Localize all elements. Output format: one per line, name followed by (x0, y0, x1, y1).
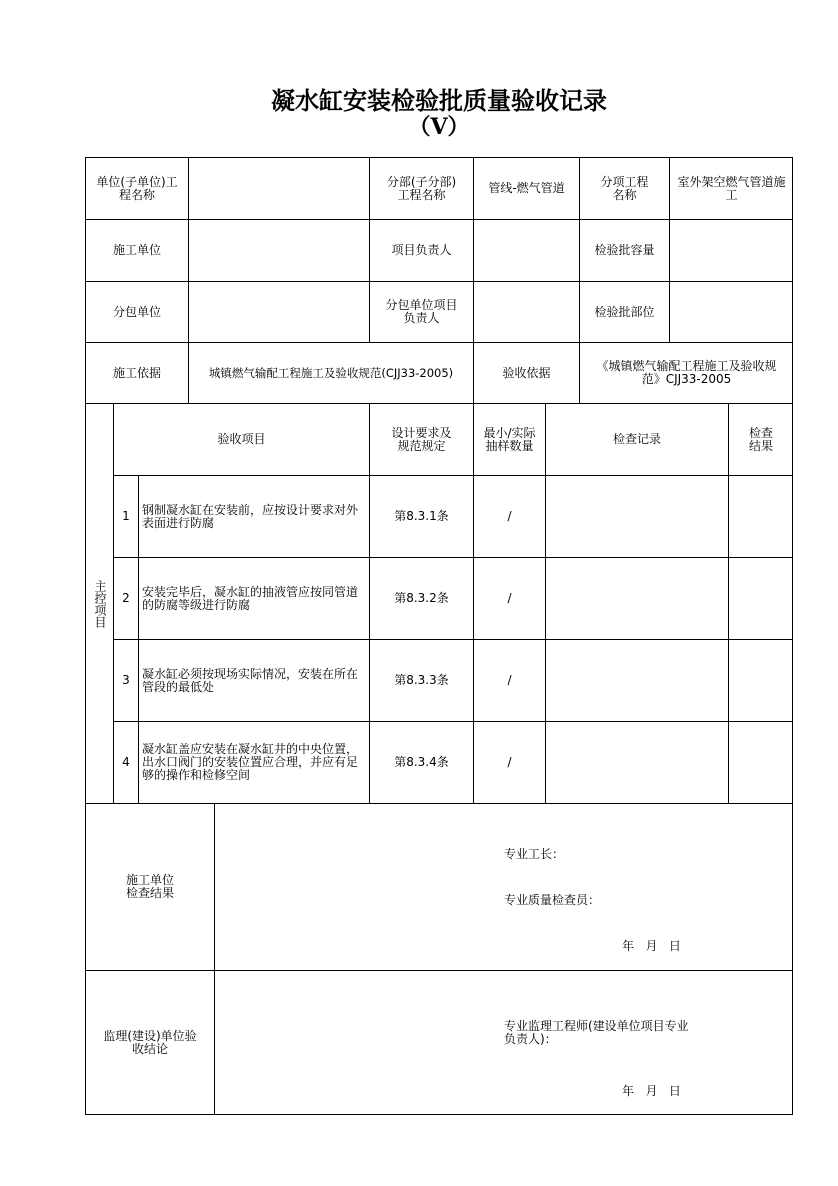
row-1-sample: / (473, 475, 545, 557)
table-frame-right (792, 157, 793, 1115)
unit-label: 单位(子单位)工程名称 (85, 157, 188, 219)
subcontractor-value (188, 281, 369, 342)
row-2-clause: 第8.3.2条 (369, 557, 473, 639)
row-2-sample: / (473, 557, 545, 639)
subcontractor-label: 分包单位 (85, 281, 188, 342)
batch-part-value (669, 281, 793, 342)
row-1-result (728, 475, 793, 557)
page-title: 凝水缸安装检验批质量验收记录 (271, 86, 607, 115)
row-3-record (545, 639, 728, 721)
col-item-header: 验收项目 (113, 403, 369, 475)
construction-check-label: 施工单位检查结果 (85, 803, 214, 970)
row-1-record (545, 475, 728, 557)
row-3-item: 凝水缸必须按现场实际情况，安装在所在管段的最低处 (138, 639, 369, 721)
construction-check-area (214, 803, 793, 970)
sub-item-value: 室外架空燃气管道施工 (669, 157, 793, 219)
col-design-header: 设计要求及规范规定 (369, 403, 473, 475)
row-3-clause: 第8.3.3条 (369, 639, 473, 721)
col-record-header: 检查记录 (545, 403, 728, 475)
row-1-clause: 第8.3.1条 (369, 475, 473, 557)
row-4-item: 凝水缸盖应安装在凝水缸井的中央位置，出水口阀门的安装位置应合理，并应有足够的操作和检修空间 (138, 721, 369, 803)
batch-capacity-value (669, 219, 793, 281)
row-4-record (545, 721, 728, 803)
col-sample-header: 最小/实际抽样数量 (473, 403, 545, 475)
subcontractor-pm-value (473, 281, 579, 342)
batch-capacity-label: 检验批容量 (579, 219, 669, 281)
main-control-section (85, 403, 113, 803)
row-1-number: 1 (113, 475, 138, 557)
row-2-number: 2 (113, 557, 138, 639)
row-2-item: 安装完毕后，凝水缸的抽液管应按同管道的防腐等级进行防腐 (138, 557, 369, 639)
construction-basis-value: 城镇燃气输配工程施工及验收规范(CJJ33-2005) (188, 342, 473, 403)
project-manager-value (473, 219, 579, 281)
row-2-result (728, 557, 793, 639)
row-1-item: 钢制凝水缸在安装前，应按设计要求对外表面进行防腐 (138, 475, 369, 557)
sub-item-label: 分项工程名称 (579, 157, 669, 219)
subcontractor-pm-label: 分包单位项目负责人 (369, 281, 473, 342)
main-control-label: 主控项目 (93, 579, 107, 628)
row-3-number: 3 (113, 639, 138, 721)
subdivision-label: 分部(子分部)工程名称 (369, 157, 473, 219)
unit-value (188, 157, 369, 219)
row-4-clause: 第8.3.4条 (369, 721, 473, 803)
acceptance-basis-value: 《城镇燃气输配工程施工及验收规范》CJJ33-2005 (579, 342, 793, 403)
col-result-header: 检查结果 (728, 403, 793, 475)
table-frame-bottom (85, 1114, 793, 1115)
construction-check-date: 年 月 日 (622, 939, 681, 953)
acceptance-basis-label: 验收依据 (473, 342, 579, 403)
row-3-sample: / (473, 639, 545, 721)
row-4-result (728, 721, 793, 803)
supervision-label: 监理(建设)单位验收结论 (85, 970, 214, 1115)
project-manager-label: 项目负责人 (369, 219, 473, 281)
quality-inspector-label: 专业质量检查员： (504, 893, 601, 907)
row-2-record (545, 557, 728, 639)
constructor-value (188, 219, 369, 281)
subdivision-value: 管线-燃气管道 (473, 157, 579, 219)
constructor-label: 施工单位 (85, 219, 188, 281)
row-4-number: 4 (113, 721, 138, 803)
page-subtitle: （V） (408, 114, 470, 140)
row-4-sample: / (473, 721, 545, 803)
foreman-label: 专业工长： (504, 847, 565, 861)
row-3-result (728, 639, 793, 721)
construction-basis-label: 施工依据 (85, 342, 188, 403)
supervising-engineer-label: 专业监理工程师(建设单位项目专业负责人)： (504, 1019, 689, 1046)
batch-part-label: 检验批部位 (579, 281, 669, 342)
supervision-date: 年 月 日 (622, 1084, 681, 1098)
